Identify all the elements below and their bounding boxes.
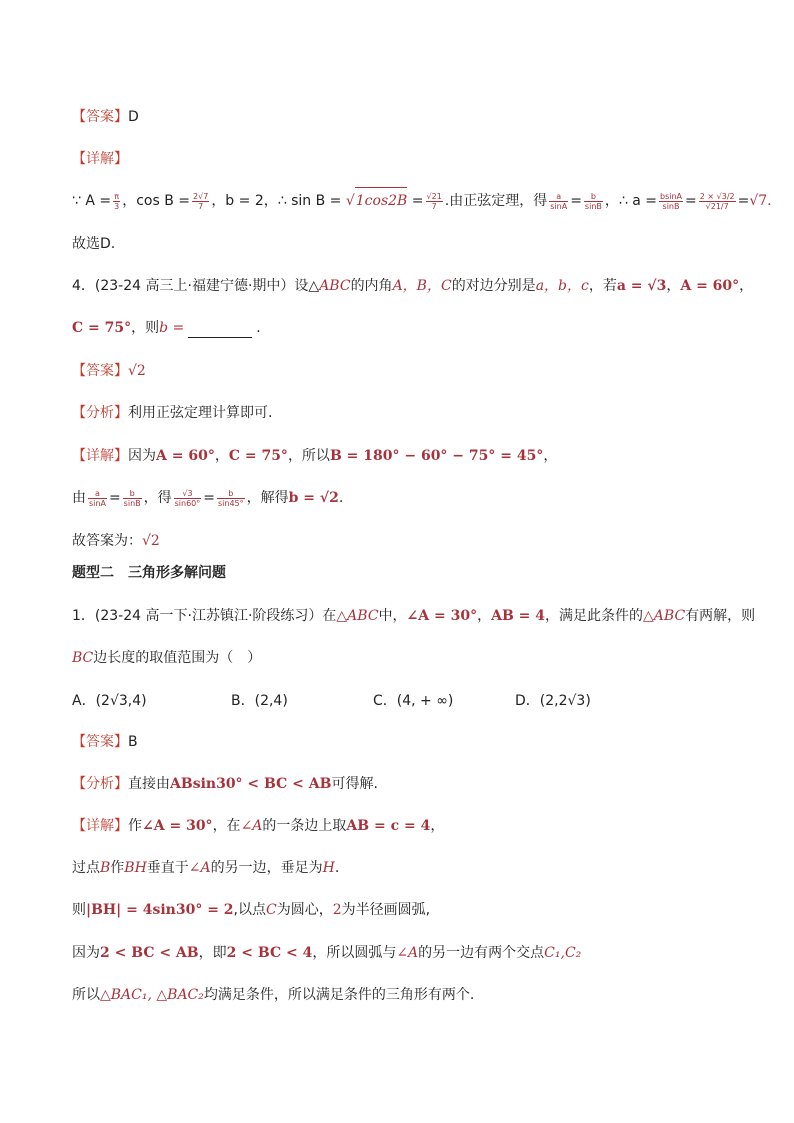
- math-text: A =: [85, 193, 112, 209]
- separator: ，: [666, 278, 681, 294]
- math-expr: |BH| = 4sin30° = 2: [86, 902, 234, 918]
- q4-analysis-line: [72, 403, 272, 423]
- answer-value: B: [128, 734, 138, 750]
- option-d[interactable]: D．(2,2√3): [515, 693, 591, 709]
- detail-text: 所以: [72, 987, 100, 1003]
- q1-stem-text: 1．(23-24 高一下·江苏镇江·阶段练习）在: [72, 608, 337, 624]
- math-expr: H: [322, 860, 335, 876]
- q1-stem-text: ，满足此条件的: [545, 608, 644, 624]
- detail-text: 作: [110, 860, 125, 876]
- equals: =: [108, 490, 121, 506]
- detail-text: 为圆心，: [276, 902, 333, 918]
- detail-text: ，得: [143, 490, 172, 506]
- equals: =: [411, 193, 424, 209]
- fraction-pi-3: $\frac{\pi}{3}$: [114, 191, 120, 211]
- detail-text: ，解得: [246, 490, 289, 506]
- period: .: [338, 490, 344, 506]
- answer-blank[interactable]: [188, 323, 252, 338]
- math-triangle: △ABC: [336, 608, 379, 624]
- detail-text: 的另一边，垂足为: [210, 860, 323, 876]
- detail-text: 因为: [128, 448, 156, 464]
- q1-stem-line-1: [72, 606, 755, 626]
- math-expr: ∠A: [240, 818, 263, 834]
- detail-tag: 【详解】: [72, 151, 128, 167]
- analysis-tag: 【分析】: [72, 776, 128, 792]
- fraction-sqrt3-sin60: $\frac{√3}{\sin 60^\circ}$: [174, 488, 201, 508]
- fraction-b-sinB: $\frac{b}{\sin B}$: [584, 191, 602, 211]
- q4-stem-line-2: [72, 318, 261, 338]
- detail-text: ，在: [212, 818, 241, 834]
- math-expr: ∠A: [188, 860, 211, 876]
- detail-formula-line: [72, 187, 772, 214]
- fraction-b-sinB: $\frac{b}{\sin B}$: [123, 488, 141, 508]
- detail-text: ，即: [198, 945, 227, 961]
- detail-text: 作: [128, 818, 142, 834]
- sqrt-expression: √1cos2B: [346, 193, 407, 209]
- math-abc: ABC: [319, 278, 351, 294]
- detail-tag-line-1: [72, 149, 128, 169]
- fraction-cosB: $\frac{2√7}{7}$: [193, 191, 209, 211]
- math-expr: 2: [332, 902, 342, 918]
- q4-detail-line-1: [72, 446, 557, 466]
- separator: ，: [543, 448, 558, 464]
- math-expr: C₁,C₂: [544, 945, 582, 961]
- final-text: 故答案为：: [72, 533, 142, 549]
- q4-final-line: [72, 531, 160, 551]
- final-value: √2: [142, 533, 160, 549]
- math-text: ，cos B =: [122, 193, 191, 209]
- fraction-a-sinA: $\frac{a}{\sin A}$: [89, 488, 106, 508]
- law-text: .由正弦定理，得: [444, 193, 548, 209]
- math-text: ，b = 2，∴ sin B =: [211, 193, 342, 209]
- math-cond: AB = 4: [491, 608, 546, 624]
- q1-stem-text: 有两解，则: [685, 608, 756, 624]
- math-expr: 2 < BC < AB: [100, 945, 199, 961]
- math-vars: A，B，C: [392, 278, 452, 294]
- fraction-b-sin45: $\frac{b}{\sin 45^\circ}$: [218, 488, 244, 508]
- detail-text: 的另一边有两个交点: [418, 945, 545, 961]
- detail-tag: 【详解】: [72, 818, 128, 834]
- fraction-sinB: $\frac{√21}{7}$: [426, 191, 442, 211]
- answer-line-1: [72, 107, 139, 127]
- section-title: 题型二 三角形多解问题: [72, 565, 226, 581]
- detail-text: 垂直于: [146, 860, 189, 876]
- detail-text: ，所以圆弧与: [312, 945, 397, 961]
- detail-tag: 【详解】: [72, 448, 128, 464]
- final-value: √7.: [749, 193, 772, 209]
- math-expr: 2 < BC < 4: [226, 945, 313, 961]
- period: .: [334, 860, 340, 876]
- fraction-compound: $\frac{2 \times √3/2}{√21/7}$: [699, 191, 735, 211]
- detail-text: 过点: [72, 860, 100, 876]
- answer-value: √2: [128, 363, 146, 379]
- equals: =: [685, 193, 697, 209]
- q4-stem-text: 4．(23-24 高三上·福建宁德·期中）设: [72, 278, 309, 294]
- conclusion-text: 故选D.: [72, 236, 116, 252]
- detail-text: 因为: [72, 945, 100, 961]
- option-b[interactable]: B．(2,4): [231, 693, 288, 709]
- q4-stem-text: 的对边分别是: [451, 278, 536, 294]
- math-text: ，∴ a =: [604, 193, 657, 209]
- analysis-text: 利用正弦定理计算即可.: [128, 405, 273, 421]
- fraction-a-sinA: $\frac{a}{\sin A}$: [550, 191, 568, 211]
- analysis-text: 可得解.: [331, 776, 378, 792]
- math-triangle: △ABC: [643, 608, 686, 624]
- analysis-tag: 【分析】: [72, 405, 128, 421]
- math-expr: ∠A = 30°: [142, 818, 213, 834]
- equals: =: [570, 193, 582, 209]
- math-expr: C = 75°: [228, 448, 288, 464]
- conclusion-line-1: [72, 234, 115, 254]
- math-expr: ∠A: [396, 945, 419, 961]
- detail-text: ,以点: [233, 902, 266, 918]
- q1-analysis-line: [72, 774, 378, 794]
- q1-stem-text: 中，: [378, 608, 407, 624]
- math-expr: C: [266, 902, 277, 918]
- math-bc: BC: [72, 650, 94, 666]
- detail-text: 由: [72, 490, 86, 506]
- q4-stem-text: ，则: [131, 320, 160, 336]
- equals: =: [737, 193, 750, 209]
- triangle-symbol: △: [308, 278, 320, 294]
- separator: ，: [477, 608, 492, 624]
- answer-tag: 【答案】: [72, 109, 128, 125]
- math-expr: B = 180° − 60° − 75° = 45°: [329, 448, 544, 464]
- equals: =: [203, 490, 215, 506]
- math-result: b = √2: [288, 490, 339, 506]
- math-cond: a = √3: [616, 278, 667, 294]
- math-vars: a，b，c: [535, 278, 589, 294]
- q4-stem-text: 的内角: [350, 278, 393, 294]
- q1-detail-line-4: [72, 943, 581, 963]
- analysis-text: 直接由: [128, 776, 170, 792]
- detail-text: 为半径画圆弧,: [341, 902, 431, 918]
- q4-stem-line-1: [72, 276, 753, 296]
- q4-stem-text: ，若: [588, 278, 617, 294]
- q1-detail-line-1: [72, 816, 444, 836]
- fraction-bsinA: $\frac{bsinA}{\sin B}$: [660, 191, 683, 211]
- detail-text: ，所以: [287, 448, 330, 464]
- answer-tag: 【答案】: [72, 734, 128, 750]
- q1-stem-line-2: [72, 648, 261, 668]
- q4-answer-line: [72, 361, 146, 381]
- q1-stem-text: 边长度的取值范围为（ ）: [93, 650, 262, 666]
- answer-value: D: [128, 109, 139, 125]
- math-b: b =: [159, 320, 185, 336]
- math-expr: B: [100, 860, 111, 876]
- math-expr: BH: [124, 860, 147, 876]
- q1-answer-line: [72, 732, 138, 752]
- q1-detail-line-5: [72, 985, 474, 1005]
- separator: ，: [214, 448, 229, 464]
- separator: ，: [430, 818, 445, 834]
- math-cond: ∠A = 30°: [406, 608, 478, 624]
- period: .: [256, 320, 261, 336]
- math-expr: △BAC₁, △BAC₂: [100, 987, 204, 1003]
- math-cond: A = 60°: [680, 278, 740, 294]
- math-expr: ABsin30° < BC < AB: [170, 776, 332, 792]
- detail-text: 均满足条件，所以满足条件的三角形有两个.: [203, 987, 475, 1003]
- math-expr: A = 60°: [156, 448, 215, 464]
- detail-text: 则: [72, 902, 86, 918]
- separator: ，: [739, 278, 754, 294]
- answer-tag: 【答案】: [72, 363, 128, 379]
- q1-detail-line-2: [72, 858, 339, 878]
- q4-detail-line-2: [72, 484, 343, 512]
- math-expr: AB = c = 4: [346, 818, 431, 834]
- detail-text: 的一条边上取: [262, 818, 347, 834]
- because-symbol: ∵: [72, 193, 81, 209]
- math-cond: C = 75°: [72, 320, 132, 336]
- q1-detail-line-3: [72, 900, 430, 920]
- option-c[interactable]: C．(4, + ∞): [373, 693, 454, 709]
- option-a[interactable]: A．(2√3,4): [72, 693, 147, 709]
